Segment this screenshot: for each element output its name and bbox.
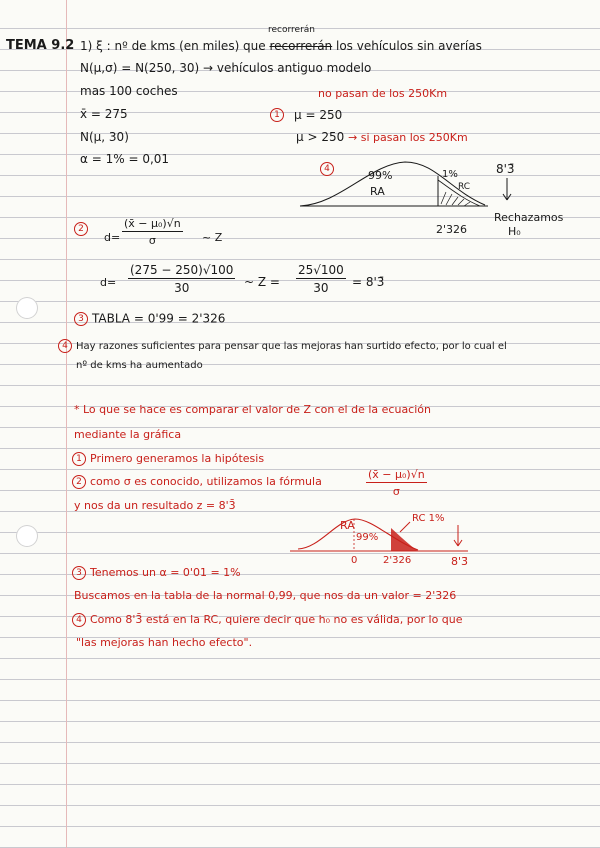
step-number-icon: 4 [72, 613, 86, 627]
graph2-z-arrow [454, 540, 458, 546]
calc-lhs: d= [100, 276, 117, 289]
graph1-alpha-mark: 1% [442, 169, 458, 180]
explanation-step-4b: "las mejoras han hecho efecto". [76, 636, 253, 649]
graph2-ra-label: RA [340, 519, 355, 532]
step-number-icon: 3 [72, 566, 86, 580]
alpha-line: α = 1% = 0,01 [80, 152, 170, 166]
graph2-ra-pct: 99% [356, 532, 379, 543]
step-number-icon: 1 [270, 108, 284, 122]
graph1-critical-value: 2'326 [436, 223, 468, 236]
conclusion-line-2: nº de kms ha aumentado [76, 360, 203, 371]
formula-denominator: σ [148, 234, 156, 247]
calc-tail: ~ Z = [244, 275, 280, 289]
formula-numerator: (x̄ − μ₀)√n [124, 217, 181, 230]
calc-denominator: 30 [174, 281, 190, 295]
explanation-intro-2: mediante la gráfica [74, 428, 182, 441]
graph1-h0-label: H₀ [508, 225, 521, 238]
distribution-line: N(μ,σ) = N(250, 30) → vehículos antiguo modelo [80, 61, 372, 75]
graph1-reject-label: Rechazamos [494, 211, 564, 224]
explanation-step-2b: y nos da un resultado z = 8'3̄ [74, 499, 236, 512]
tema-title: TEMA 9.2 [6, 38, 75, 53]
graph1-ra-label: RA [370, 185, 385, 198]
graph2-zero: 0 [351, 555, 358, 566]
h1-note: → si pasan los 250Km [348, 131, 468, 144]
explanation-denominator: σ [392, 485, 400, 498]
step-number-icon: 4 [58, 339, 72, 353]
step-number-icon: 2 [72, 475, 86, 489]
step-number-icon: 3 [74, 312, 88, 326]
struck-word: recorrerán [269, 39, 333, 53]
graph2-rc-label: RC 1% [412, 513, 445, 524]
explanation-text: Como 8'3̄ está en la RC, quiere decir que h₀ no es válida, por lo que [90, 613, 463, 626]
graph1-ra-pct: 99% [368, 169, 393, 182]
graph2-rc-pointer [400, 522, 410, 532]
step-number-icon: 1 [72, 452, 86, 466]
formula-tail: ~ Z [202, 231, 223, 244]
h0-text: μ = 250 [294, 107, 343, 122]
explanation-text: Tenemos un α = 0'01 = 1% [90, 566, 241, 579]
insertion-word: recorrerán [268, 25, 315, 35]
sample-line: mas 100 coches [80, 84, 178, 98]
mean-line: x̄ = 275 [80, 107, 128, 121]
h1-text: μ > 250 [296, 130, 345, 144]
explanation-text: Primero generamos la hipótesis [90, 452, 265, 465]
conclusion-text: Hay razones suficientes para pensar que las mejoras han surtido efecto, por lo cual el [76, 341, 507, 352]
explanation-text: como σ es conocido, utilizamos la fórmula [90, 475, 322, 488]
step-number-icon: 4 [320, 162, 334, 176]
explanation-numerator: (x̄ − μ₀)√n [368, 468, 425, 481]
calc-numerator-2: 25√100 [298, 263, 344, 277]
calc-result: = 8'3̄ [352, 275, 385, 289]
tabla-text: TABLA = 0'99 = 2'326 [92, 311, 226, 326]
step-number-icon: 2 [74, 222, 88, 236]
explanation-step-3 [72, 566, 241, 580]
normal-line: N(μ, 30) [80, 130, 129, 144]
graph2-critical-value: 2'326 [383, 555, 412, 566]
calc-numerator: (275 − 250)√100 [130, 263, 234, 277]
formula-lhs: d= [104, 231, 121, 244]
explanation-step-3b: Buscamos en la tabla de la normal 0,99, que nos da un valor = 2'326 [74, 589, 457, 602]
graph1-z-value: 8'3̄ [496, 162, 515, 176]
explanation-intro-1: * Lo que se hace es comparar el valor de Z con el de la ecuación [74, 403, 431, 416]
calc-denominator-2: 30 [313, 281, 329, 295]
problem-text: los vehículos sin averías [336, 39, 482, 53]
h0-note: no pasan de los 250Km [318, 87, 448, 100]
graph1-rc-label: RC [458, 182, 471, 192]
problem-text: 1) ξ : nº de kms (en miles) que [80, 39, 266, 53]
graph2-rc-region [391, 528, 418, 551]
graph2-z-arrow [458, 540, 462, 546]
graph2-z-value: 8'3̄ [451, 555, 469, 568]
explanation-step-4 [72, 613, 463, 627]
